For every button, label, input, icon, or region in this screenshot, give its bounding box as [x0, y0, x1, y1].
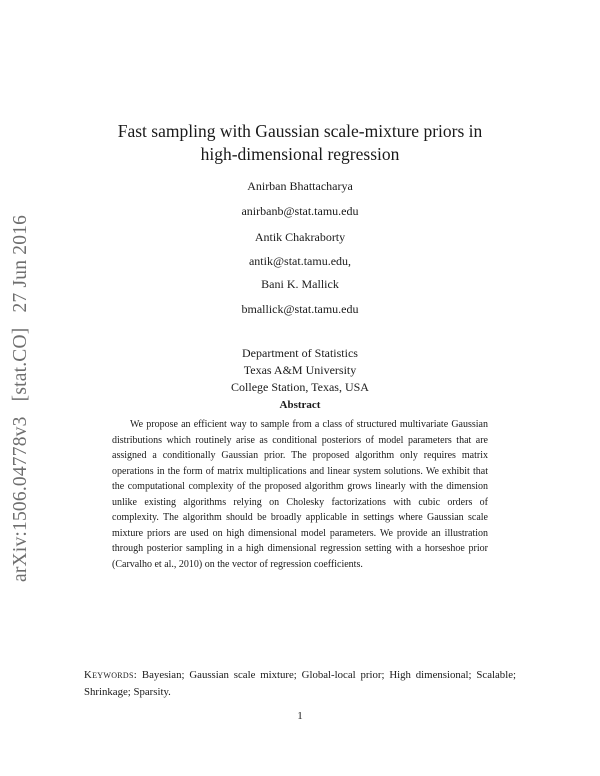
affiliation-university: Texas A&M University: [243, 363, 357, 377]
author-name-2: Antik Chakraborty: [254, 230, 346, 244]
arxiv-category: [stat.CO]: [10, 327, 31, 402]
arxiv-date: 27 Jun 2016: [10, 214, 31, 313]
keywords-label: Keywords:: [84, 669, 138, 681]
paper-title-line-2: high-dimensional regression: [200, 144, 400, 164]
affiliation-location: College Station, Texas, USA: [231, 380, 369, 394]
page-number: 1: [297, 710, 303, 722]
paper-title: [60, 120, 540, 166]
abstract-text: We propose an efficient way to sample from a class of structured multivariate Gaussian distributions which routinely arise as conditional posteriors of model parameters that are assigned a conditionally Gaussian prior. The proposed algorithm only requires matrix operations in the form of matrix multiplications and linear system solutions. We exhibit that the computational complexity of the proposed algorithm grows linearly with the dimension unlike existing algorithms relying on Cholesky factorizations with cubic orders of complexity. The algorithm should be broadly applicable in settings where Gaussian scale mixture priors are used on high dimensional model parameters. We provide an illustration through posterior sampling in a high dimensional regression setting with a horseshoe prior (Carvalho et al., 2010) on the vector of regression coefficients.: [112, 419, 488, 570]
affiliation-department: Department of Statistics: [242, 346, 358, 360]
author-email-3: bmallick@stat.tamu.edu: [241, 302, 359, 316]
author-name-3: Bani K. Mallick: [261, 277, 339, 291]
keywords: [84, 667, 516, 701]
author-email-2: antik@stat.tamu.edu,: [248, 254, 352, 268]
author-name-1: Anirban Bhattacharya: [247, 179, 353, 193]
author-email-1: anirbanb@stat.tamu.edu: [241, 204, 359, 218]
arxiv-id: arXiv:1506.04778v3: [10, 416, 31, 582]
paper-title-line-1: Fast sampling with Gaussian scale-mixture priors in: [117, 121, 483, 141]
arxiv-identifier-stamp: [10, 202, 36, 582]
abstract-heading: Abstract: [279, 399, 321, 411]
keywords-text: Bayesian; Gaussian scale mixture; Global-local prior; High dimensional; Scalable; Shrinkage; Sparsity.: [84, 669, 516, 698]
